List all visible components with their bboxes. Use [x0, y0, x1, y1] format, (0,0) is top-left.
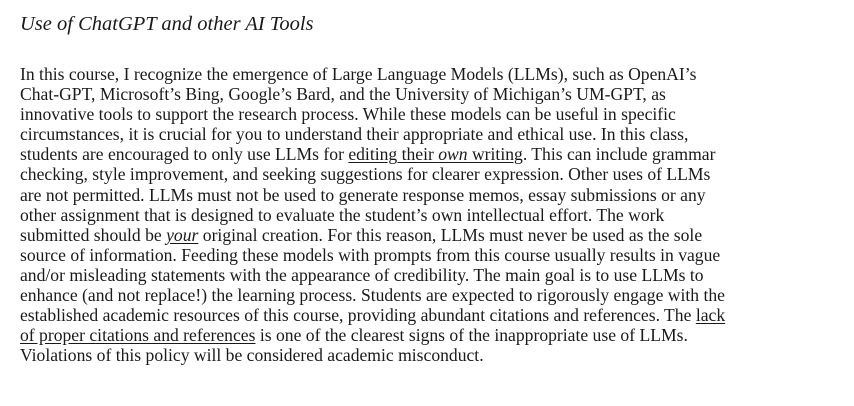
paragraph-line: innovative tools to support the research process. While these models can be useful in specific — [20, 104, 676, 125]
line-text: students are encouraged to only use LLMs for — [20, 144, 349, 165]
paragraph-line: Chat-GPT, Microsoft’s Bing, Google’s Bard, and the University of Michigan’s UM-GPT, as — [20, 84, 666, 105]
paragraph-line: other assignment that is designed to evaluate the student’s own intellectual effort. The work — [20, 204, 665, 225]
your-emphasis: your — [166, 224, 199, 245]
line-text: submitted should be — [20, 224, 167, 245]
lack-of-citations-emphasis-start: lack — [695, 305, 726, 326]
paragraph-line: source of information. Feeding these models with prompts from this course usually results in vague — [20, 244, 721, 265]
section-heading: Use of ChatGPT and other AI Tools — [20, 13, 314, 35]
paragraph-line — [20, 305, 725, 325]
paragraph-line: circumstances, it is crucial for you to understand their appropriate and ethical use. In this class, — [20, 124, 689, 145]
paragraph-line: are not permitted. LLMs must not be used to generate response memos, essay submissions or any — [20, 184, 706, 205]
line-text: original creation. For this reason, LLMs must never be used as the sole — [198, 224, 703, 245]
paragraph-line — [20, 325, 688, 345]
paragraph-line: enhance (and not replace!) the learning process. Students are expected to rigorously engage with the — [20, 285, 725, 306]
document-page — [20, 0, 840, 365]
lack-of-citations-emphasis-end: of proper citations and references — [20, 325, 256, 346]
paragraph-line: and/or misleading statements with the appearance of credibility. The main goal is to use LLMs to — [20, 264, 704, 285]
line-text: is one of the clearest signs of the inappropriate use of LLMs. — [255, 325, 688, 346]
policy-paragraph — [20, 64, 840, 365]
editing-own-writing-emphasis: editing their own writing — [348, 144, 523, 165]
paragraph-line: Violations of this policy will be considered academic misconduct. — [20, 345, 484, 366]
paragraph-line — [20, 144, 715, 164]
line-text: . This can include grammar — [522, 144, 716, 165]
paragraph-line — [20, 225, 702, 245]
paragraph-line: In this course, I recognize the emergence of Large Language Models (LLMs), such as OpenAI’s — [20, 64, 697, 84]
line-text: established academic resources of this course, providing abundant citations and references. The — [20, 305, 696, 326]
paragraph-line: checking, style improvement, and seeking suggestions for clearer expression. Other uses of LLMs — [20, 164, 711, 185]
